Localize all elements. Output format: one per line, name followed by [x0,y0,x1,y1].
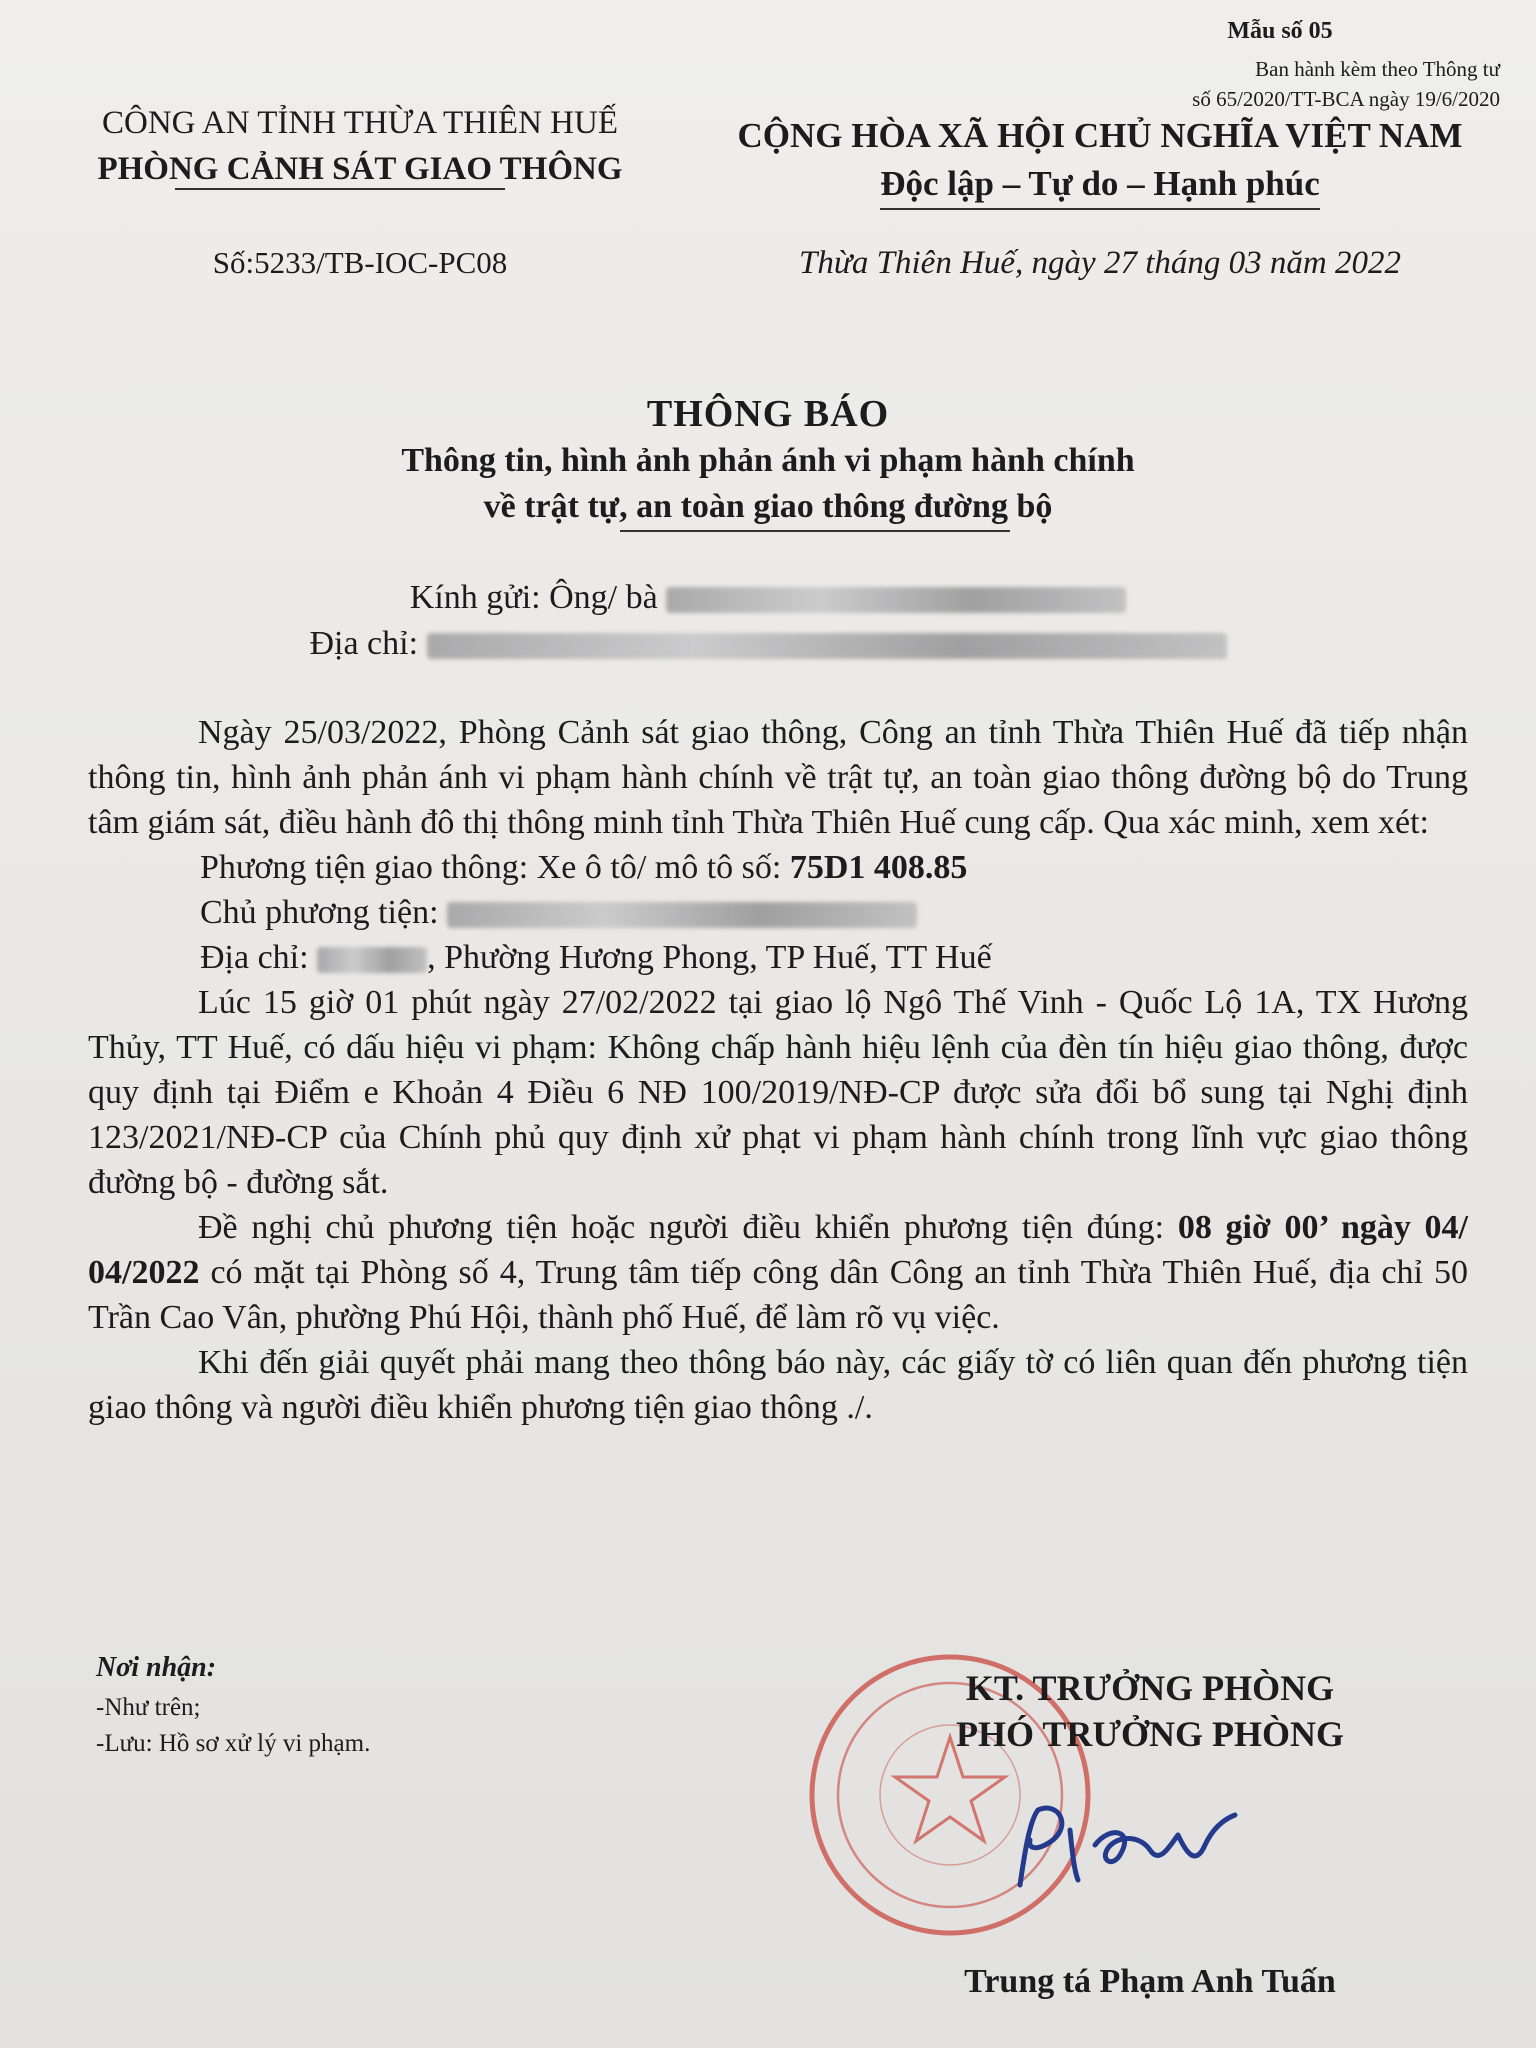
signer-title-1: KT. TRƯỞNG PHÒNG [965,1668,1335,1708]
document-subtitle [0,438,1536,530]
handwritten-signature-icon [1000,1790,1300,1910]
paragraph-4: Khi đến giải quyết phải mang theo thông báo này, các giấy tờ có liên quan đến phương tiện giao thông và người điều khiển phương tiện giao thông ./. [88,1344,1468,1426]
issue-date: Thừa Thiên Huế, ngày 27 tháng 03 năm 2022 [799,245,1401,281]
agency-line1: CÔNG AN TỈNH THỪA THIÊN HUẾ [101,105,618,141]
subtitle-line2: về trật tự, an toàn giao thông đường bộ [483,488,1053,525]
recipient-address-label: Địa chỉ: [309,625,419,662]
paragraph-1: Ngày 25/03/2022, Phòng Cảnh sát giao thông, Công an tỉnh Thừa Thiên Huế đã tiếp nhận thông tin, hình ảnh phản ánh vi phạm hành chính về trật tự, an toàn giao thông đường bộ do Trung tâm giám sát, điều hành đô thị thông minh tỉnh Thừa Thiên Huế cung cấp. Qua xác minh, xem xét: [88,714,1468,841]
owner-line [88,890,1468,935]
national-motto: Độc lập – Tự do – Hạnh phúc [880,164,1320,203]
owner-address-rest: , Phường Hương Phong, TP Huế, TT Huế [427,939,992,976]
redacted-name [666,587,1126,613]
vehicle-label: Phương tiện giao thông: Xe ô tô/ mô tô số: [200,849,782,886]
form-number: Mẫu số 05 [1227,18,1333,44]
p3-time: 08 giờ 00’ ngày 04/ 04/2022 [88,1209,1468,1291]
motto-underline [880,208,1320,210]
national-title: CỘNG HÒA XÃ HỘI CHỦ NGHĨA VIỆT NAM [737,116,1463,155]
recipient-item-1: -Như trên; [96,1694,201,1721]
document-body [88,710,1468,1430]
redacted-address [427,633,1227,659]
agency-line2: PHÒNG CẢNH SÁT GIAO THÔNG [97,151,623,187]
recipient-greeting: Kính gửi: Ông/ bà [409,579,658,616]
signer-name: Trung tá Phạm Anh Tuấn [964,1963,1336,2000]
paragraph-2: Lúc 15 giờ 01 phút ngày 27/02/2022 tại giao lộ Ngô Thế Vinh - Quốc Lộ 1A, TX Hương Thủy, TT Huế, có dấu hiệu vi phạm: Không chấp hành hiệu lệnh của đèn tín hiệu giao thông, được quy định tại Điểm e Khoản 4 Điều 6 NĐ 100/2019/NĐ-CP được sửa đổi bổ sung tại Nghị định 123/2021/NĐ-CP của Chính phủ quy định xử phạt vi phạm hành chính trong lĩnh vực giao thông đường bộ - đường sắt. [88,984,1468,1201]
p3-start: Đề nghị chủ phương tiện hoặc người điều khiển phương tiện đúng: [198,1209,1165,1246]
document-title: THÔNG BÁO [646,393,890,435]
recipients-label: Nơi nhận: [96,1652,217,1683]
recipient-item-2: -Lưu: Hồ sơ xử lý vi phạm. [96,1730,371,1757]
subtitle-underline [620,530,1010,532]
redacted-owner [447,902,917,928]
signer-title-2: PHÓ TRƯỞNG PHÒNG [955,1714,1344,1754]
form-reference [1020,54,1500,114]
redacted-owner-address [317,947,427,973]
paragraph-3 [88,1205,1468,1340]
owner-address-line [88,935,1468,980]
owner-address-label: Địa chỉ: [200,939,309,976]
subtitle-line1: Thông tin, hình ảnh phản ánh vi phạm hành chính [401,442,1135,479]
recipient-block [0,575,1536,667]
form-ref-line2: số 65/2020/TT-BCA ngày 19/6/2020 [1192,87,1500,111]
recipient-greeting-line [0,575,1536,621]
document-number: Số:5233/TB-IOC-PC08 [212,245,508,280]
signer-title [820,1665,1480,1757]
agency-underline [175,188,505,190]
vehicle-plate: 75D1 408.85 [789,849,968,886]
p3-end: có mặt tại Phòng số 4, Trung tâm tiếp công dân Công an tỉnh Thừa Thiên Huế, địa chỉ 50 Trần Cao Vân, phường Phú Hội, thành phố Huế, để làm rõ vụ việc. [88,1254,1469,1336]
owner-label: Chủ phương tiện: [200,894,439,931]
national-header [690,112,1510,208]
vehicle-line [88,845,1468,890]
issuing-agency [40,100,680,192]
form-ref-line1: Ban hành kèm theo Thông tư [1255,57,1500,81]
recipient-address-line [0,621,1536,667]
